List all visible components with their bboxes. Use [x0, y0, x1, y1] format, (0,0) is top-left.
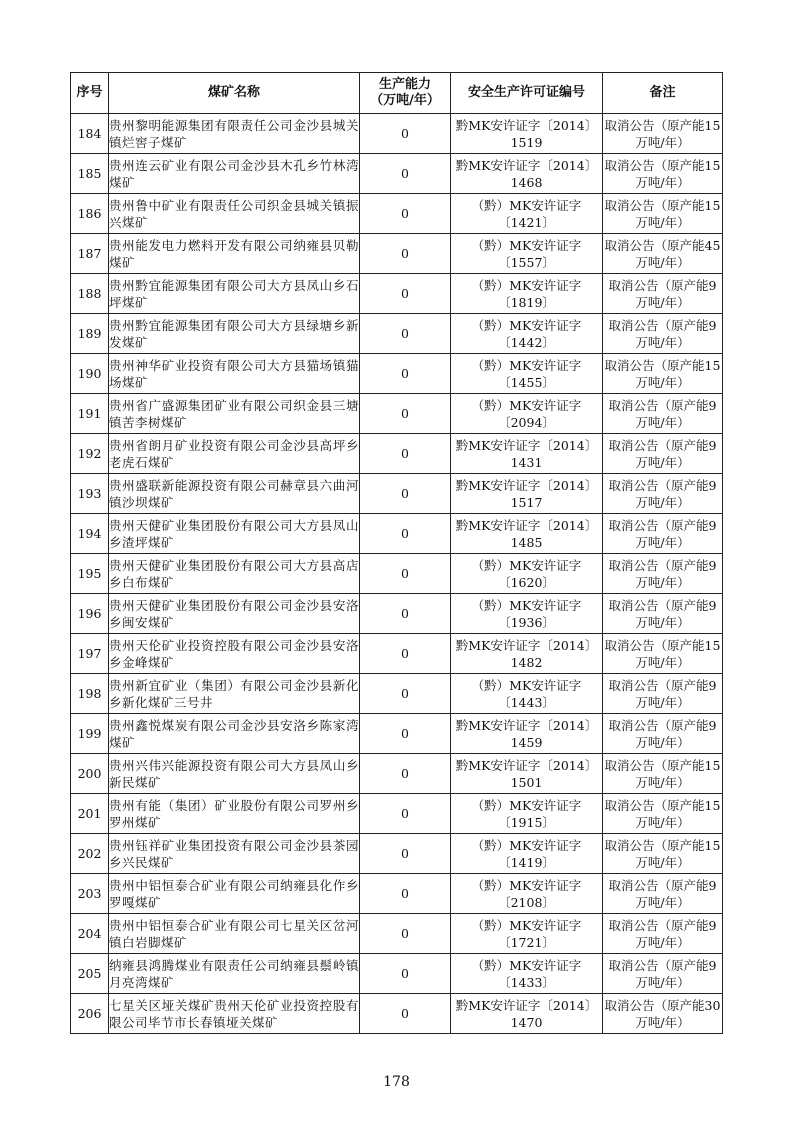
license-number: 黔MK安许证字〔2014〕1517: [451, 474, 603, 514]
table-row: [71, 194, 723, 234]
license-number: （黔）MK安许证字〔1421〕: [451, 194, 603, 234]
table-row: [71, 914, 723, 954]
row-index: 187: [71, 234, 109, 274]
mine-name: 贵州天健矿业集团股份有限公司大方县凤山乡渣坪煤矿: [109, 514, 360, 554]
table-row: [71, 394, 723, 434]
table-row: [71, 754, 723, 794]
mine-name: 贵州新宜矿业（集团）有限公司金沙县新化乡新化煤矿三号井: [109, 674, 360, 714]
row-index: 190: [71, 354, 109, 394]
table-row: [71, 474, 723, 514]
mine-name: 贵州黔宜能源集团有限公司大方县凤山乡石坪煤矿: [109, 274, 360, 314]
table-row: [71, 634, 723, 674]
remark: 取消公告（原产能9万吨/年）: [603, 474, 723, 514]
table-row: [71, 554, 723, 594]
capacity-value: 0: [360, 954, 451, 994]
row-index: 188: [71, 274, 109, 314]
mine-name: 贵州有能（集团）矿业股份有限公司罗州乡罗州煤矿: [109, 794, 360, 834]
mine-name: 贵州黔宜能源集团有限公司大方县绿塘乡新发煤矿: [109, 314, 360, 354]
license-number: 黔MK安许证字〔2014〕1519: [451, 114, 603, 154]
capacity-value: 0: [360, 234, 451, 274]
capacity-value: 0: [360, 514, 451, 554]
remark: 取消公告（原产能30万吨/年）: [603, 994, 723, 1034]
remark: 取消公告（原产能9万吨/年）: [603, 274, 723, 314]
row-index: 206: [71, 994, 109, 1034]
row-index: 195: [71, 554, 109, 594]
license-number: （黔）MK安许证字〔1721〕: [451, 914, 603, 954]
mine-name: 贵州省广盛源集团矿业有限公司织金县三塘镇苦李树煤矿: [109, 394, 360, 434]
table-row: [71, 234, 723, 274]
row-index: 203: [71, 874, 109, 914]
license-number: （黔）MK安许证字〔1455〕: [451, 354, 603, 394]
table-row: [71, 354, 723, 394]
row-index: 199: [71, 714, 109, 754]
header-capacity: [360, 73, 451, 114]
table-header-row: [71, 73, 723, 114]
row-index: 192: [71, 434, 109, 474]
capacity-value: 0: [360, 434, 451, 474]
table-row: [71, 994, 723, 1034]
table-row: [71, 794, 723, 834]
capacity-value: 0: [360, 754, 451, 794]
mine-name: 贵州鲁中矿业有限责任公司织金县城关镇振兴煤矿: [109, 194, 360, 234]
capacity-value: 0: [360, 314, 451, 354]
remark: 取消公告（原产能9万吨/年）: [603, 554, 723, 594]
coal-mine-table: [70, 72, 723, 1034]
header-note: 备注: [603, 73, 723, 114]
row-index: 201: [71, 794, 109, 834]
table-row: [71, 834, 723, 874]
remark: 取消公告（原产能15万吨/年）: [603, 354, 723, 394]
row-index: 194: [71, 514, 109, 554]
license-number: （黔）MK安许证字〔1620〕: [451, 554, 603, 594]
license-number: （黔）MK安许证字〔1936〕: [451, 594, 603, 634]
capacity-value: 0: [360, 114, 451, 154]
capacity-value: 0: [360, 194, 451, 234]
remark: 取消公告（原产能15万吨/年）: [603, 754, 723, 794]
remark: 取消公告（原产能15万吨/年）: [603, 794, 723, 834]
table-row: [71, 514, 723, 554]
capacity-value: 0: [360, 274, 451, 314]
remark: 取消公告（原产能15万吨/年）: [603, 114, 723, 154]
remark: 取消公告（原产能9万吨/年）: [603, 394, 723, 434]
remark: 取消公告（原产能15万吨/年）: [603, 154, 723, 194]
license-number: 黔MK安许证字〔2014〕1468: [451, 154, 603, 194]
table-row: [71, 674, 723, 714]
row-index: 196: [71, 594, 109, 634]
license-number: 黔MK安许证字〔2014〕1482: [451, 634, 603, 674]
mine-name: 贵州神华矿业投资有限公司大方县猫场镇猫场煤矿: [109, 354, 360, 394]
row-index: 205: [71, 954, 109, 994]
table-row: [71, 714, 723, 754]
license-number: 黔MK安许证字〔2014〕1470: [451, 994, 603, 1034]
mine-name: 贵州中铝恒泰合矿业有限公司七星关区岔河镇白岩脚煤矿: [109, 914, 360, 954]
capacity-value: 0: [360, 154, 451, 194]
mine-name: 贵州盛联新能源投资有限公司赫章县六曲河镇沙坝煤矿: [109, 474, 360, 514]
capacity-value: 0: [360, 794, 451, 834]
capacity-value: 0: [360, 354, 451, 394]
table-row: [71, 954, 723, 994]
table-row: [71, 154, 723, 194]
mine-name: 贵州中铝恒泰合矿业有限公司纳雍县化作乡罗嘎煤矿: [109, 874, 360, 914]
page-number: 178: [383, 1074, 410, 1090]
mine-name: 贵州鑫悦煤炭有限公司金沙县安洛乡陈家湾煤矿: [109, 714, 360, 754]
remark: 取消公告（原产能15万吨/年）: [603, 834, 723, 874]
mine-name: 贵州天健矿业集团股份有限公司金沙县安洛乡闽安煤矿: [109, 594, 360, 634]
license-number: （黔）MK安许证字〔1433〕: [451, 954, 603, 994]
remark: 取消公告（原产能9万吨/年）: [603, 434, 723, 474]
row-index: 191: [71, 394, 109, 434]
license-number: 黔MK安许证字〔2014〕1459: [451, 714, 603, 754]
row-index: 193: [71, 474, 109, 514]
capacity-value: 0: [360, 834, 451, 874]
capacity-value: 0: [360, 554, 451, 594]
capacity-value: 0: [360, 914, 451, 954]
mine-name: 贵州钰祥矿业集团投资有限公司金沙县茶园乡兴民煤矿: [109, 834, 360, 874]
capacity-value: 0: [360, 474, 451, 514]
mine-name: 七星关区垭关煤矿贵州天伦矿业投资控股有限公司毕节市长春镇垭关煤矿: [109, 994, 360, 1034]
remark: 取消公告（原产能9万吨/年）: [603, 874, 723, 914]
mine-name: 贵州天伦矿业投资控股有限公司金沙县安洛乡金峰煤矿: [109, 634, 360, 674]
capacity-value: 0: [360, 634, 451, 674]
remark: 取消公告（原产能9万吨/年）: [603, 674, 723, 714]
license-number: （黔）MK安许证字〔1915〕: [451, 794, 603, 834]
remark: 取消公告（原产能45万吨/年）: [603, 234, 723, 274]
remark: 取消公告（原产能9万吨/年）: [603, 714, 723, 754]
mine-name: 贵州黎明能源集团有限责任公司金沙县城关镇烂窖子煤矿: [109, 114, 360, 154]
row-index: 198: [71, 674, 109, 714]
mine-name: 贵州省朗月矿业投资有限公司金沙县高坪乡老虎石煤矿: [109, 434, 360, 474]
row-index: 200: [71, 754, 109, 794]
license-number: （黔）MK安许证字〔2108〕: [451, 874, 603, 914]
row-index: 197: [71, 634, 109, 674]
table-row: [71, 314, 723, 354]
license-number: （黔）MK安许证字〔2094〕: [451, 394, 603, 434]
capacity-value: 0: [360, 714, 451, 754]
row-index: 204: [71, 914, 109, 954]
mine-name: 纳雍县鸿腾煤业有限责任公司纳雍县鬃岭镇月亮湾煤矿: [109, 954, 360, 994]
license-number: （黔）MK安许证字〔1557〕: [451, 234, 603, 274]
table-row: [71, 274, 723, 314]
license-number: （黔）MK安许证字〔1419〕: [451, 834, 603, 874]
row-index: 186: [71, 194, 109, 234]
remark: 取消公告（原产能9万吨/年）: [603, 594, 723, 634]
row-index: 185: [71, 154, 109, 194]
capacity-value: 0: [360, 594, 451, 634]
capacity-value: 0: [360, 874, 451, 914]
remark: 取消公告（原产能9万吨/年）: [603, 314, 723, 354]
capacity-value: 0: [360, 994, 451, 1034]
header-capacity-line2: （万吨/年）: [370, 93, 440, 108]
row-index: 202: [71, 834, 109, 874]
capacity-value: 0: [360, 394, 451, 434]
mine-name: 贵州连云矿业有限公司金沙县木孔乡竹林湾煤矿: [109, 154, 360, 194]
header-license: 安全生产许可证编号: [451, 73, 603, 114]
remark: 取消公告（原产能9万吨/年）: [603, 954, 723, 994]
header-capacity-line1: 生产能力: [378, 77, 431, 92]
header-name: 煤矿名称: [109, 73, 360, 114]
license-number: 黔MK安许证字〔2014〕1501: [451, 754, 603, 794]
mine-name: 贵州兴伟兴能源投资有限公司大方县凤山乡新民煤矿: [109, 754, 360, 794]
license-number: （黔）MK安许证字〔1819〕: [451, 274, 603, 314]
remark: 取消公告（原产能15万吨/年）: [603, 634, 723, 674]
remark: 取消公告（原产能9万吨/年）: [603, 914, 723, 954]
license-number: 黔MK安许证字〔2014〕1431: [451, 434, 603, 474]
mine-name: 贵州天健矿业集团股份有限公司大方县高店乡白布煤矿: [109, 554, 360, 594]
table-row: [71, 434, 723, 474]
table-row: [71, 114, 723, 154]
license-number: 黔MK安许证字〔2014〕1485: [451, 514, 603, 554]
table-row: [71, 874, 723, 914]
capacity-value: 0: [360, 674, 451, 714]
license-number: （黔）MK安许证字〔1443〕: [451, 674, 603, 714]
header-index: 序号: [71, 73, 109, 114]
row-index: 184: [71, 114, 109, 154]
remark: 取消公告（原产能9万吨/年）: [603, 514, 723, 554]
remark: 取消公告（原产能15万吨/年）: [603, 194, 723, 234]
mine-name: 贵州能发电力燃料开发有限公司纳雍县贝勒煤矿: [109, 234, 360, 274]
row-index: 189: [71, 314, 109, 354]
table-row: [71, 594, 723, 634]
license-number: （黔）MK安许证字〔1442〕: [451, 314, 603, 354]
